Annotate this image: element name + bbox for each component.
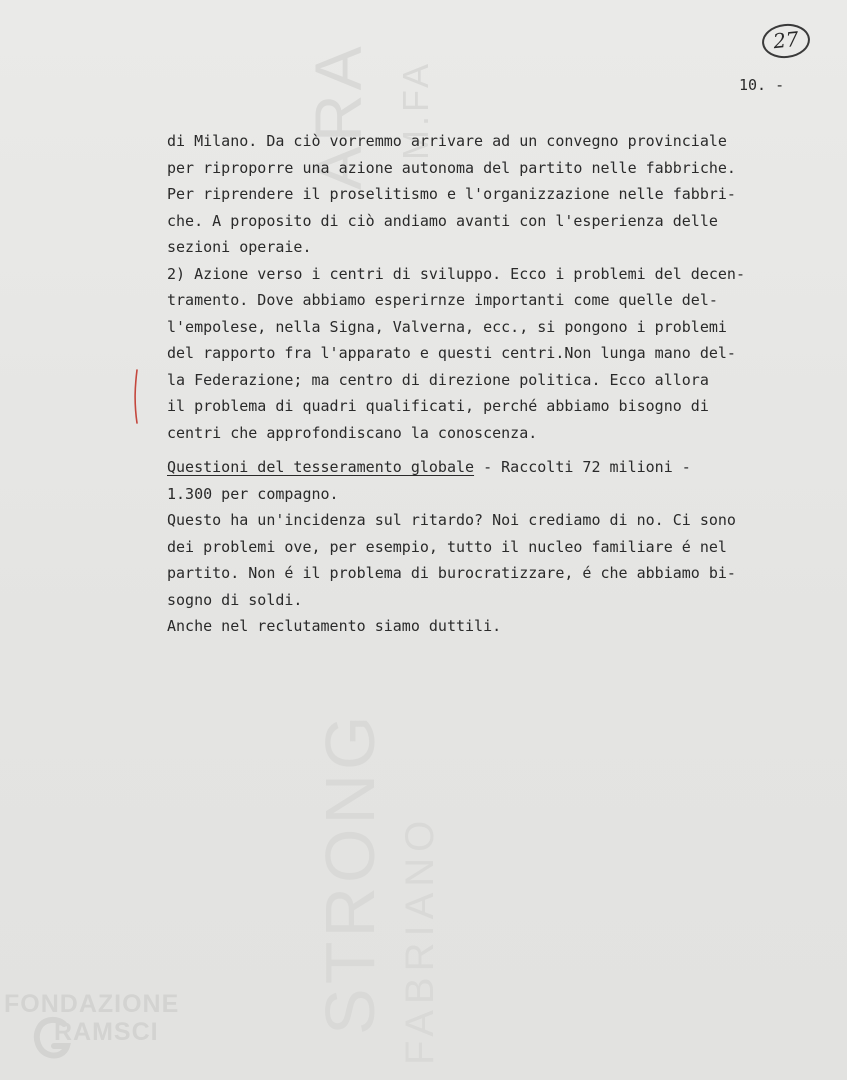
paragraph-1-line: del rapporto fra l'apparato e questi centri.Non lunga mano del- (167, 344, 736, 362)
paragraph-2-line: partito. Non é il problema di burocratizzare, é che abbiamo bi- (167, 564, 736, 582)
paragraph-2-line: 1.300 per compagno. (167, 484, 339, 503)
page-number: 10. - (739, 76, 785, 94)
paragraph-1-line: il problema di quadri qualificati, perché abbiamo bisogno di (167, 397, 709, 415)
logo-line-2: RAMSCI (54, 1018, 159, 1046)
paragraph-1-line: centri che approfondiscano la conoscenza. (167, 423, 538, 442)
paragraph-2-line: Anche nel reclutamento siamo duttili. (167, 617, 502, 635)
paragraph-2 (167, 481, 817, 640)
logo-line-1: FONDAZIONE (4, 990, 180, 1018)
paragraph-2-line: Questo ha un'incidenza sul ritardo? Noi crediamo di no. Ci sono (167, 511, 736, 529)
paragraph-2-line: sogno di soldi. (167, 590, 303, 609)
fondazione-gramsci-logo (4, 990, 214, 1070)
watermark-top: ARA (301, 42, 375, 190)
paragraph-1 (167, 128, 817, 446)
paragraph-1-line: per riproporre una azione autonoma del partito nelle fabbriche. (167, 158, 736, 177)
paragraph-1-line: 2) Azione verso i centri di sviluppo. Ecco i problemi del decen- (167, 264, 745, 283)
paragraph-1-line: l'empolese, nella Signa, Valverna, ecc., si pongono i problemi (167, 317, 727, 336)
paragraph-1-line: sezioni operaie. (167, 238, 312, 256)
watermark-strong: STRONG (311, 711, 389, 1035)
paragraph-1-line: tramento. Dove abbiamo esperirnze importanti come quelle del- (167, 291, 718, 309)
paragraph-1-line: la Federazione; ma centro di direzione politica. Ecco allora (167, 370, 709, 389)
paragraph-2-line: dei problemi ove, per esempio, tutto il nucleo familiare é nel (167, 537, 727, 556)
typed-text-body (167, 128, 817, 640)
section-heading: Questioni del tesseramento globale (167, 458, 475, 476)
paragraph-1-line: che. A proposito di ciò andiamo avanti con l'esperienza delle (167, 211, 718, 230)
section-heading-rest: - Raccolti 72 milioni - (474, 458, 691, 476)
section-heading-line (167, 454, 817, 481)
watermark-fabriano: FABRIANO (398, 814, 442, 1065)
margin-pen-mark-icon (131, 368, 171, 428)
paragraph-1-line: di Milano. Da ciò vorremmo arrivare ad un convegno provinciale (167, 132, 727, 150)
paragraph-1-line: Per riprendere il proselitismo e l'organizzazione nelle fabbri- (167, 185, 736, 203)
watermark-top-small: M.FA (395, 59, 436, 160)
archive-number-stamp: 27 (760, 22, 811, 61)
